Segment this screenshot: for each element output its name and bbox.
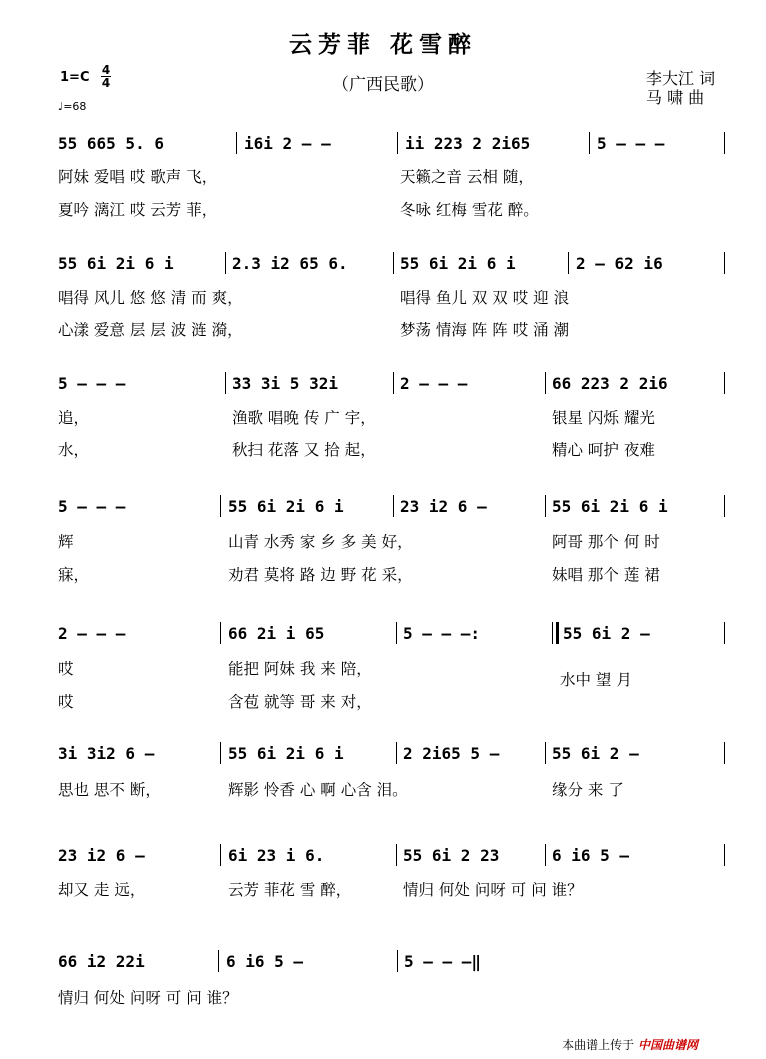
repeat-barline — [552, 622, 553, 644]
barline — [397, 132, 398, 154]
measure: 5 – – – — [58, 374, 126, 393]
lyric-line: 哎 — [58, 660, 74, 678]
barline — [724, 742, 725, 764]
barline — [236, 132, 237, 154]
measure: 5 – – –: — [403, 624, 481, 643]
lyric-line: 辉 — [58, 533, 74, 551]
measure: 2 – 62 i6 — [576, 254, 663, 273]
lyric-line: 缘分 来 了 — [552, 781, 624, 799]
barline — [724, 132, 725, 154]
measure: 55 6i 2 23 — [403, 846, 500, 865]
lyric-line: 情归 何处 问呀 可 问 谁？ — [403, 881, 583, 899]
barline — [220, 742, 221, 764]
lyric-line: 辉影 怜香 心 啊 心含 泪。 — [228, 781, 408, 799]
lyric-line: 冬咏 红梅 雪花 醉。 — [400, 201, 539, 219]
barline — [724, 622, 725, 644]
lyric-line: 却又 走 远， — [58, 881, 146, 899]
lyric-line: 思也 思不 断， — [58, 781, 161, 799]
barline — [724, 495, 725, 517]
barline — [220, 495, 221, 517]
measure: 5 – – – — [597, 134, 665, 153]
measure: 2 – – – — [400, 374, 468, 393]
lyric-line: 渔歌 唱晚 传 广 宇， — [232, 409, 376, 427]
measure: 66 2i i 65 — [228, 624, 325, 643]
composer-credit: 马 啸 曲 — [646, 88, 705, 107]
measure: 2 – – – — [58, 624, 126, 643]
barline — [589, 132, 590, 154]
lyric-line: 能把 阿妹 我 来 陪， — [228, 660, 372, 678]
barline — [225, 372, 226, 394]
measure: 23 i2 6 – — [400, 497, 487, 516]
barline — [218, 950, 219, 972]
measure: ii 223 2 2i65 — [405, 134, 531, 153]
barline — [220, 622, 221, 644]
barline — [393, 252, 394, 274]
key-signature: 1=C — [60, 70, 90, 85]
measure: 33 3i 5 32i — [232, 374, 338, 393]
lyric-line: 天籁之音 云相 随， — [400, 168, 534, 186]
tempo-marking: ♩=68 — [58, 100, 87, 113]
lyric-line: 阿妹 爱唱 哎 歌声 飞， — [58, 168, 218, 186]
song-title: 云芳菲 花雪醉 — [288, 32, 477, 58]
repeat-barline-thick — [556, 622, 559, 644]
site-logo[interactable]: 中国曲谱网 — [637, 1038, 698, 1052]
barline — [545, 372, 546, 394]
measure: 55 6i 2 – — [563, 624, 650, 643]
barline — [393, 495, 394, 517]
measure: 66 i2 22i — [58, 952, 145, 971]
measure: 5 – – –‖ — [404, 952, 482, 971]
measure: 66 223 2 2i6 — [552, 374, 668, 393]
barline — [724, 252, 725, 274]
time-signature-top: 4 — [101, 63, 111, 77]
measure: 55 6i 2i 6 i — [58, 254, 174, 273]
lyric-line: 夏吟 漓江 哎 云芳 菲， — [58, 201, 218, 219]
barline — [724, 372, 725, 394]
measure: i6i 2 – – — [244, 134, 331, 153]
lyric-line: 心漾 爱意 层 层 波 涟 漪， — [58, 321, 243, 339]
measure: 55 6i 2i 6 i — [228, 497, 344, 516]
measure: 2.3 i2 65 6. — [232, 254, 348, 273]
barline — [396, 622, 397, 644]
lyric-line: 唱得 风儿 悠 悠 清 而 爽， — [58, 289, 243, 307]
lyric-line: 水中 望 月 — [560, 671, 632, 689]
barline — [225, 252, 226, 274]
barline — [397, 950, 398, 972]
barline — [545, 844, 546, 866]
lyric-line: 精心 呵护 夜难 — [552, 441, 655, 459]
time-signature-bottom: 4 — [101, 76, 111, 90]
lyric-line: 哎 — [58, 693, 74, 711]
measure: 3i 3i2 6 – — [58, 744, 155, 763]
lyric-line: 梦荡 情海 阵 阵 哎 涌 潮 — [400, 321, 570, 339]
barline — [545, 742, 546, 764]
measure: 55 665 5. 6 — [58, 134, 164, 153]
lyric-line: 云芳 菲花 雪 醉， — [228, 881, 352, 899]
measure: 55 6i 2 – — [552, 744, 639, 763]
barline — [545, 495, 546, 517]
lyric-line: 妹唱 那个 莲 裙 — [552, 566, 660, 584]
lyric-line: 秋扫 花落 又 拾 起， — [232, 441, 376, 459]
measure: 6 i6 5 – — [552, 846, 630, 865]
barline — [396, 742, 397, 764]
lyric-line: 阿哥 那个 何 时 — [552, 533, 660, 551]
barline — [220, 844, 221, 866]
lyric-line: 情归 何处 问呀 可 问 谁？ — [58, 989, 238, 1007]
measure: 23 i2 6 – — [58, 846, 145, 865]
lyric-line: 银星 闪烁 耀光 — [552, 409, 655, 427]
footer — [562, 1036, 698, 1053]
song-subtitle: （广西民歌） — [332, 75, 434, 95]
lyric-line: 追， — [58, 409, 90, 427]
measure: 6i 23 i 6. — [228, 846, 325, 865]
lyric-line: 水， — [58, 441, 90, 459]
barline — [393, 372, 394, 394]
measure: 55 6i 2i 6 i — [228, 744, 344, 763]
lyric-line: 劝君 莫将 路 边 野 花 采， — [228, 566, 413, 584]
lyric-line: 唱得 鱼儿 双 双 哎 迎 浪 — [400, 289, 570, 307]
barline — [724, 844, 725, 866]
lyricist-credit: 李大江 词 — [646, 69, 716, 88]
lyric-line: 寐， — [58, 566, 90, 584]
measure: 6 i6 5 – — [226, 952, 304, 971]
lyric-line: 含苞 就等 哥 来 对， — [228, 693, 372, 711]
footer-text: 本曲谱上传于 — [562, 1038, 635, 1052]
time-signature — [101, 64, 111, 89]
lyric-line: 山青 水秀 家 乡 多 美 好， — [228, 533, 413, 551]
measure: 5 – – – — [58, 497, 126, 516]
barline — [568, 252, 569, 274]
measure: 55 6i 2i 6 i — [400, 254, 516, 273]
measure: 2 2i65 5 – — [403, 744, 500, 763]
barline — [396, 844, 397, 866]
measure: 55 6i 2i 6 i — [552, 497, 668, 516]
